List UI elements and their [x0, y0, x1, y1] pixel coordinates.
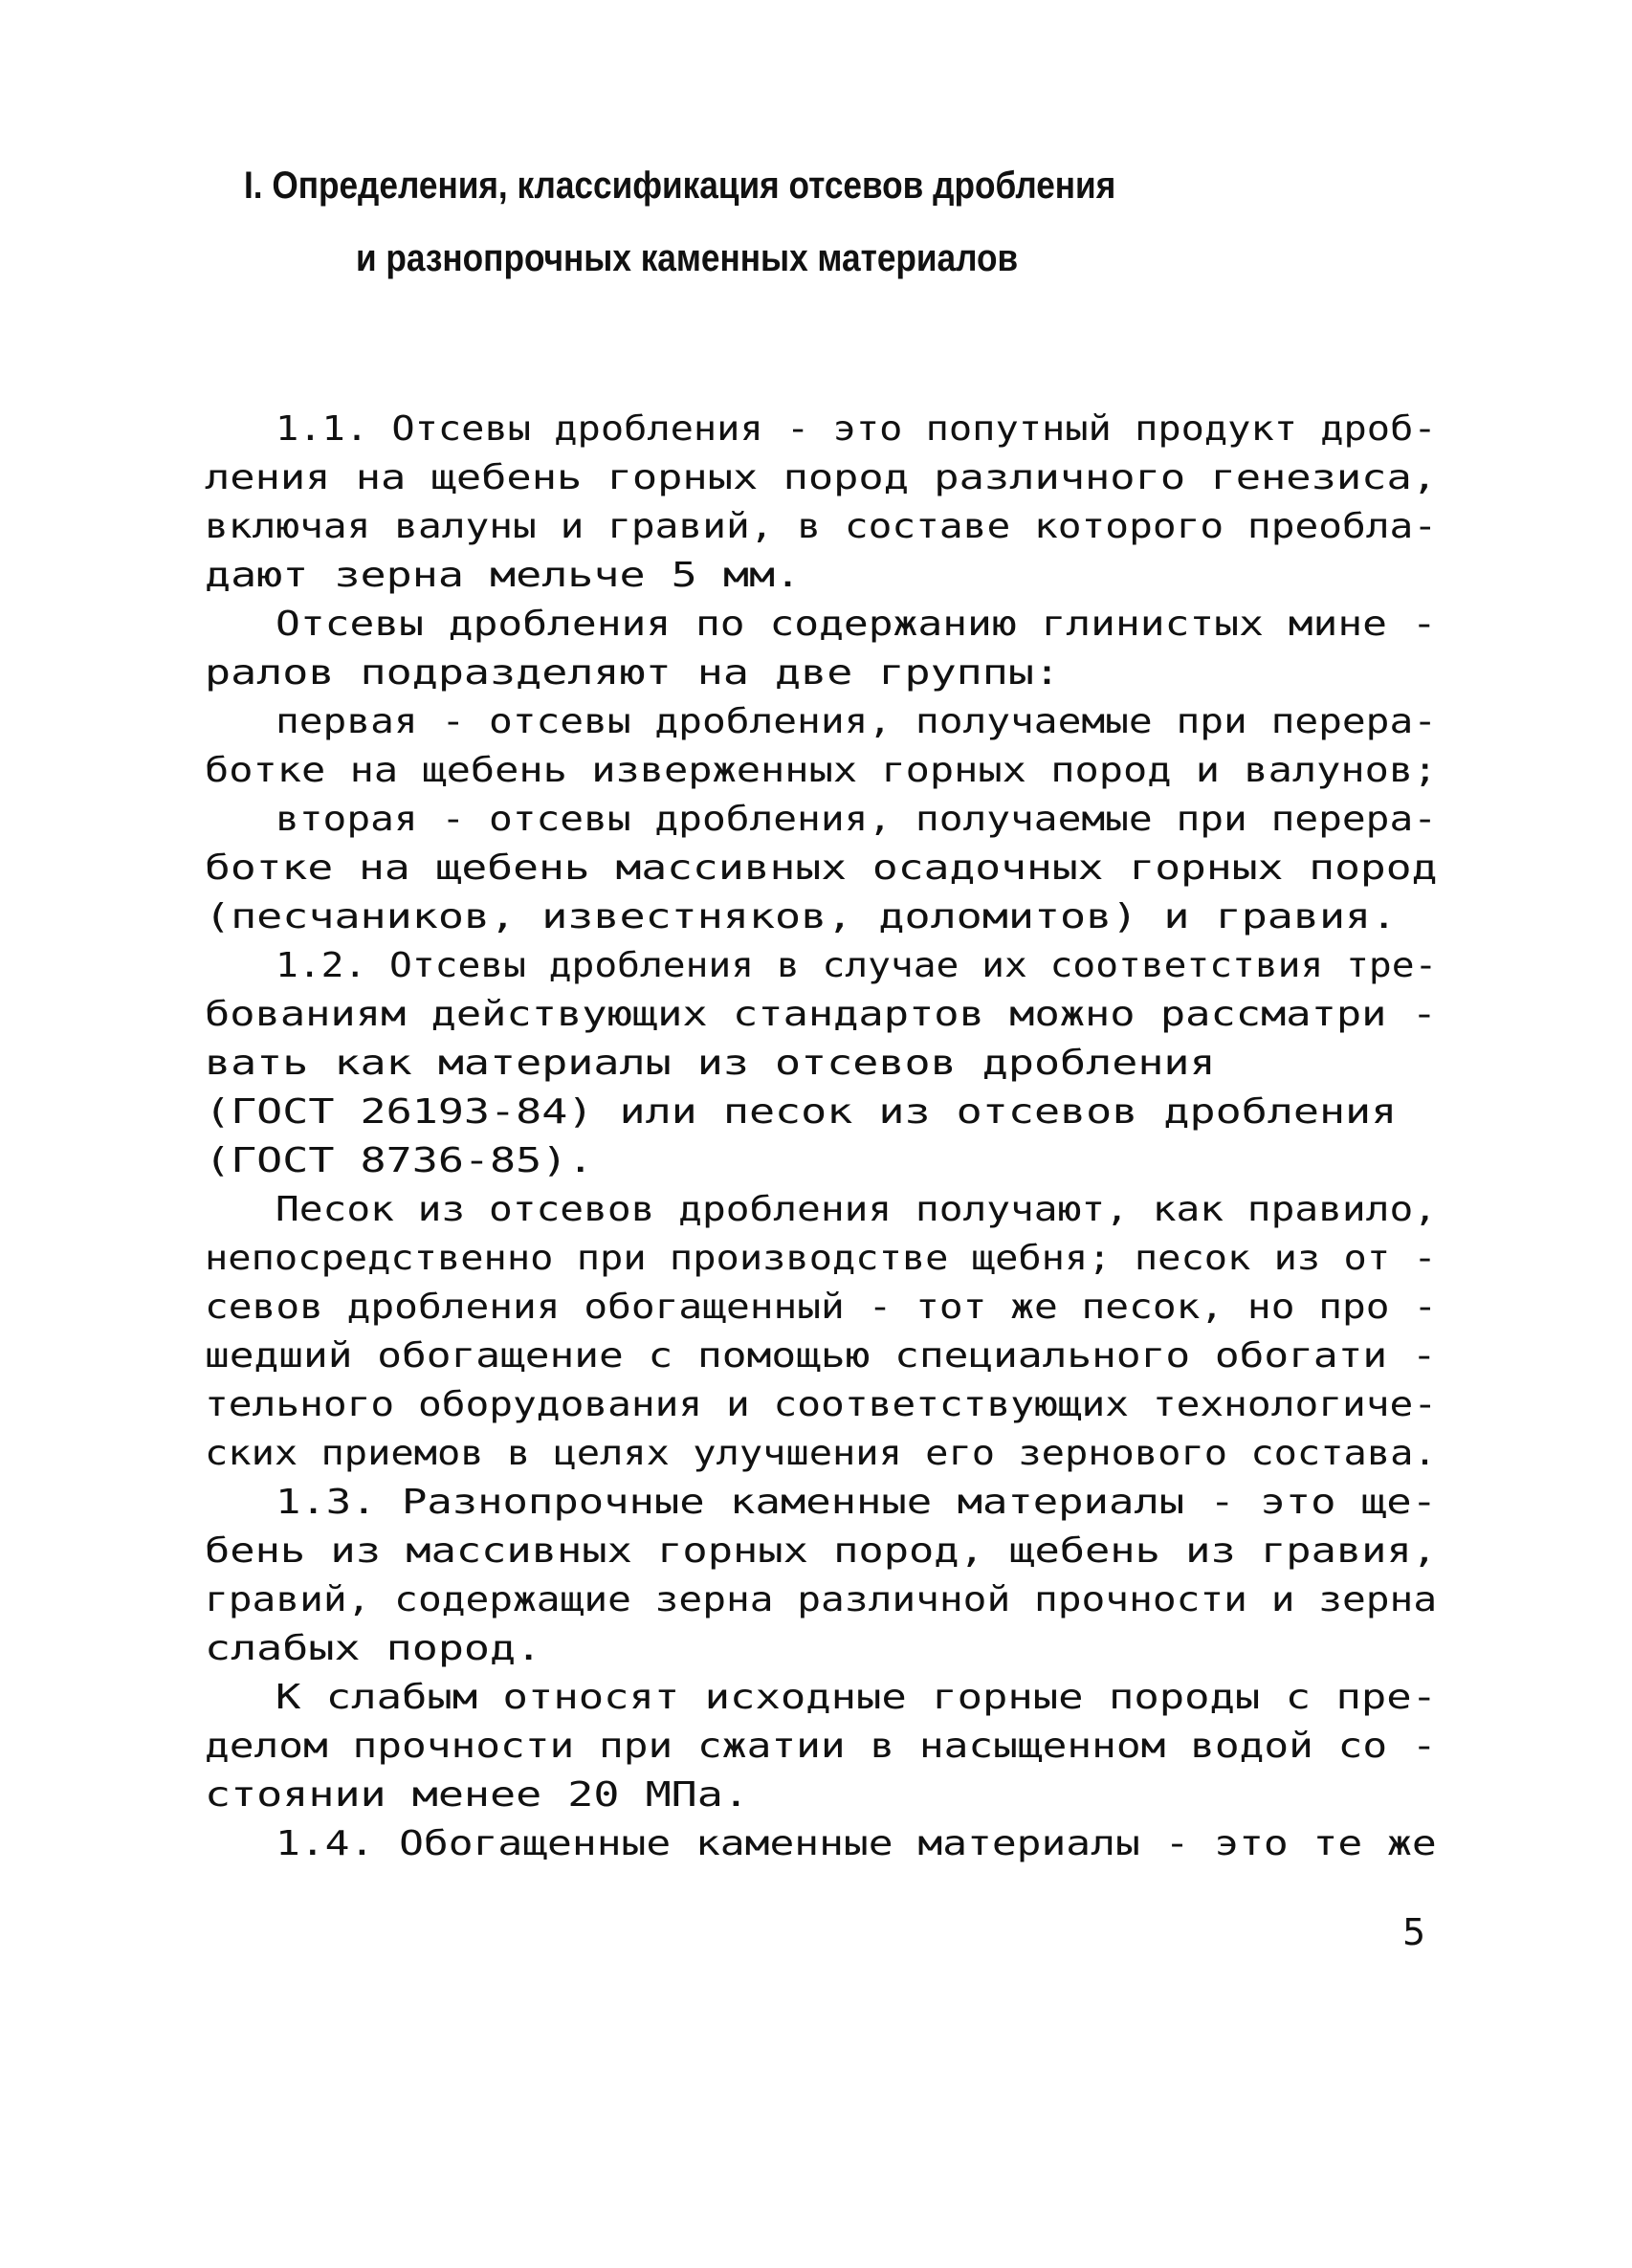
body-line: К слабым относят исходные горные породы с пре- — [276, 1678, 1438, 1717]
body-line: (ГОСТ 8736-85). — [205, 1141, 594, 1180]
body-line: вторая - отсевы дробления, получаемые при перера- — [276, 800, 1438, 839]
body-line: бованиям действующих стандартов можно рассматри - — [205, 995, 1438, 1034]
body-line: бень из массивных горных пород, щебень из гравия, — [205, 1531, 1438, 1571]
body-line: включая валуны и гравий, в составе которого преобла- — [205, 507, 1438, 546]
body-line: севов дробления обогащенный - тот же песок, но про - — [205, 1288, 1438, 1327]
body-line: (песчаников, известняков, доломитов) и гравия. — [205, 897, 1398, 936]
body-line: дают зерна мельче 5 мм. — [205, 556, 802, 595]
body-line: тельного оборудования и соответствующих технологиче- — [205, 1385, 1438, 1424]
body-line: первая - отсевы дробления, получаемые при перера- — [276, 702, 1438, 741]
body-line: делом прочности при сжатии в насыщенном водой со - — [205, 1727, 1437, 1766]
body-line: 1.2. Отсевы дробления в случае их соответствия тре- — [276, 946, 1438, 985]
body-line: Отсевы дробления по содержанию глинистых мине - — [276, 605, 1437, 644]
body-line: слабых пород. — [205, 1629, 542, 1668]
body-line: ботке на щебень изверженных горных пород и валунов; — [205, 751, 1438, 790]
section-heading-line-2: и разнопрочных каменных материалов — [356, 237, 1019, 279]
body-line: ралов подразделяют на две группы: — [205, 653, 1061, 693]
body-line: ления на щебень горных пород различного генезиса, — [205, 458, 1438, 497]
page-number: 5 — [1402, 1911, 1426, 1953]
body-line: 1.4. Обогащенные каменные материалы - это те же — [276, 1824, 1437, 1863]
body-line: вать как материалы из отсевов дробления — [205, 1044, 1216, 1083]
body-line: (ГОСТ 26193-84) или песок из отсевов дробления — [205, 1092, 1398, 1132]
body-line: ских приемов в целях улучшения его зернового состава. — [205, 1434, 1437, 1473]
body-line: 1.1. Отсевы дробления - это попутный продукт дроб- — [276, 409, 1437, 449]
body-line: непосредственно при производстве щебня; песок из от - — [205, 1239, 1437, 1278]
body-line: шедший обогащение с помощью специального обогати - — [205, 1336, 1437, 1376]
body-line: Песок из отсевов дробления получают, как правило, — [276, 1190, 1438, 1229]
body-line: 1.3. Разнопрочные каменные материалы - это ще- — [276, 1483, 1438, 1522]
body-line: стоянии менее 20 МПа. — [205, 1775, 749, 1815]
body-line: ботке на щебень массивных осадочных горных пород — [205, 848, 1438, 888]
body-line: гравий, содержащие зерна различной прочности и зерна — [205, 1580, 1438, 1619]
section-heading-line-1: I. Определения, классификация отсевов дробления — [244, 165, 1116, 207]
